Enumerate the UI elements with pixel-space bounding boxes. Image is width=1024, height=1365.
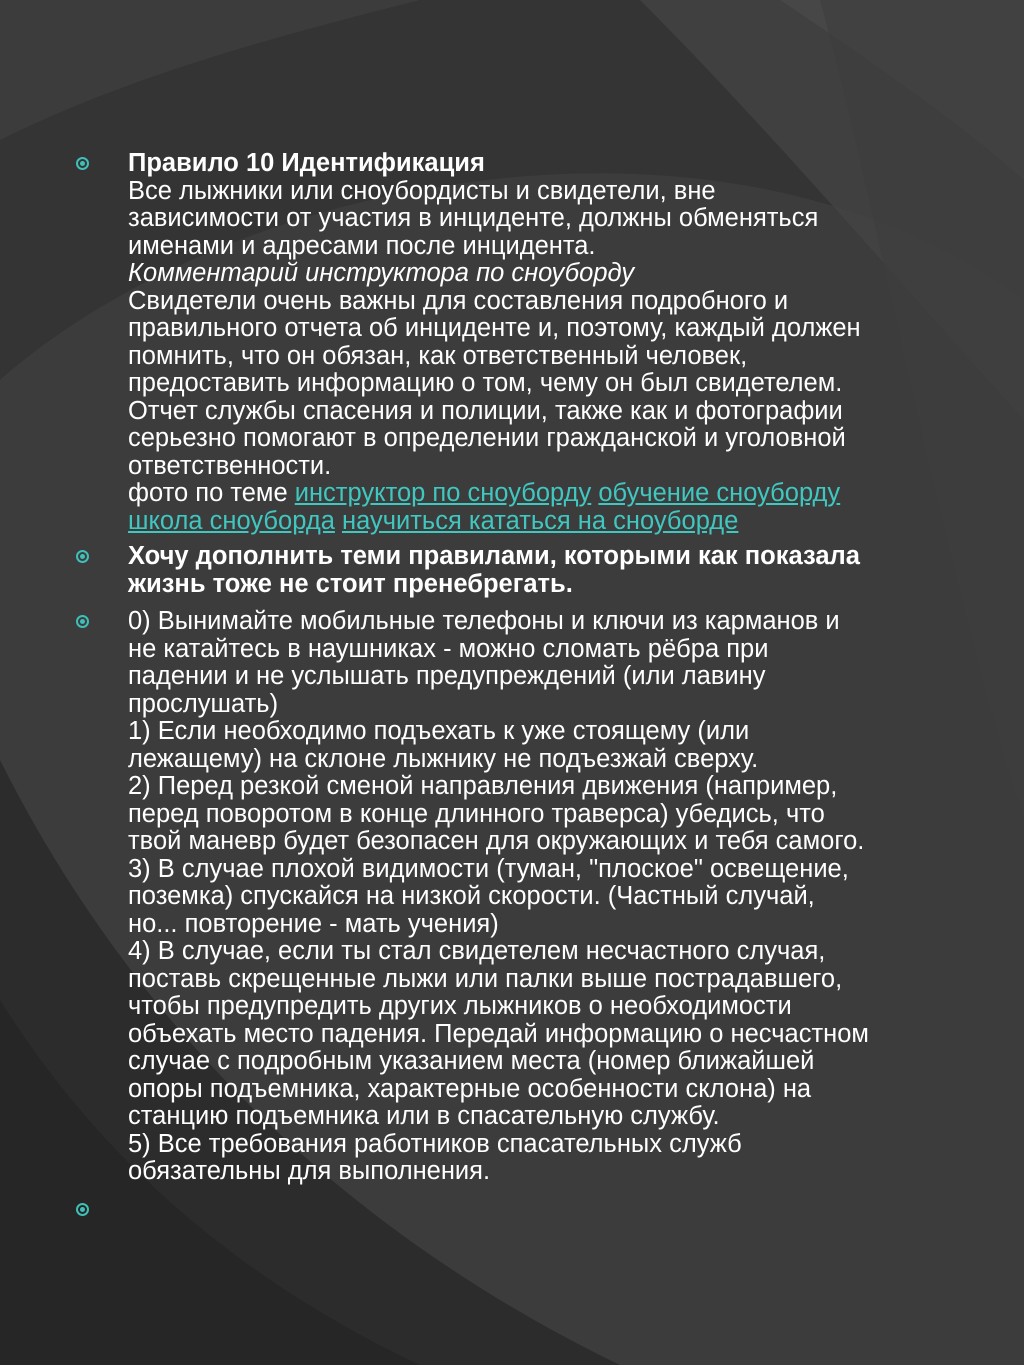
text-line: предоставить информацию о том, чему он был свидетелем. (128, 369, 843, 397)
text-line: 2) Перед резкой сменой направления движения (например, (128, 772, 838, 800)
text-line: Хочу дополнить теми правилами, которыми как показала (128, 542, 860, 570)
text-line: Все лыжники или сноубордисты и свидетели, вне (128, 176, 716, 205)
photo-links-line (128, 480, 970, 508)
link-snowboard-school[interactable]: школа сноуборда (128, 506, 335, 535)
text-line: чтобы предупредить других лыжников о необходимости (128, 992, 792, 1020)
text-line: падении и не услышать предупреждений (или лавину (128, 662, 766, 690)
text-line: поставь скрещенные лыжи или палки выше пострадавшего, (128, 964, 843, 993)
text-line: серьезно помогают в определении гражданской и уголовной (128, 424, 846, 452)
text-line: помнить, что он обязан, как ответственный человек, (128, 341, 748, 370)
text-line: не катайтесь в наушниках - можно сломать рёбра при (128, 634, 769, 663)
text-line: ответственности. (128, 451, 332, 480)
text-line: 1) Если необходимо подъехать к уже стоящему (или (128, 717, 750, 745)
text-line: перед поворотом в конце длинного траверса) убедись, что (128, 799, 825, 828)
circle-bullet-icon (76, 1203, 89, 1216)
text-line: 4) В случае, если ты стал свидетелем несчастного случая, (128, 937, 826, 965)
circle-bullet-icon (76, 550, 89, 563)
bullet-item-empty (70, 1196, 970, 1224)
text-line: случае с подробным указанием места (номер ближайшей (128, 1047, 815, 1075)
text-line: но... повторение - мать учения) (128, 909, 499, 938)
photo-prefix: фото по теме (128, 479, 288, 507)
text-line: Свидетели очень важны для составления подробного и (128, 286, 789, 315)
bullet-item-intro (70, 543, 970, 598)
text-line: лежащему) на склоне лыжнику не подъезжай сверху. (128, 744, 759, 773)
photo-links-line (128, 508, 970, 536)
text-line: прослушать) (128, 689, 279, 718)
text-line: объехать место падения. Передай информацию о несчастном (128, 1019, 869, 1048)
text-line: 5) Все требования работников спасательных служб (128, 1129, 742, 1158)
circle-bullet-icon (76, 615, 89, 628)
text-line: опоры подъемника, характерные особенности склона) на (128, 1074, 812, 1103)
bullet-item-extra-rules (70, 608, 970, 1186)
text-line: 3) В случае плохой видимости (туман, "плоское" освещение, (128, 854, 849, 883)
link-snowboard-training[interactable]: обучение сноуборду (598, 479, 841, 507)
slide-content (70, 150, 970, 1224)
text-line: жизнь тоже не стоит пренебрегать. (128, 569, 573, 598)
comment-title: Комментарий инструктора по сноуборду (128, 259, 635, 287)
text-line: правильного отчета об инциденте и, поэтому, каждый должен (128, 314, 861, 342)
text-line: 0) Вынимайте мобильные телефоны и ключи из карманов и (128, 607, 840, 635)
empty-line (128, 1196, 970, 1224)
text-line: поземка) спускайся на низкой скорости. (Частный случай, (128, 882, 815, 910)
text-line: зависимости от участия в инциденте, должны обменяться (128, 204, 819, 232)
text-line: Отчет службы спасения и полиции, также как и фотографии (128, 396, 843, 425)
text-line: станцию подъемника или в спасательную службу. (128, 1102, 720, 1130)
circle-bullet-icon (76, 157, 89, 170)
text-line: обязательны для выполнения. (128, 1157, 491, 1185)
link-learn-snowboarding[interactable]: научиться кататься на сноуборде (341, 506, 739, 535)
text-line: твой маневр будет безопасен для окружающих и тебя самого. (128, 827, 865, 855)
rule-title: Правило 10 Идентификация (128, 149, 485, 177)
text-line: именами и адресами после инцидента. (128, 231, 596, 260)
link-snowboard-instructor[interactable]: инструктор по сноуборду (294, 479, 592, 507)
bullet-item-rule10 (70, 150, 970, 535)
